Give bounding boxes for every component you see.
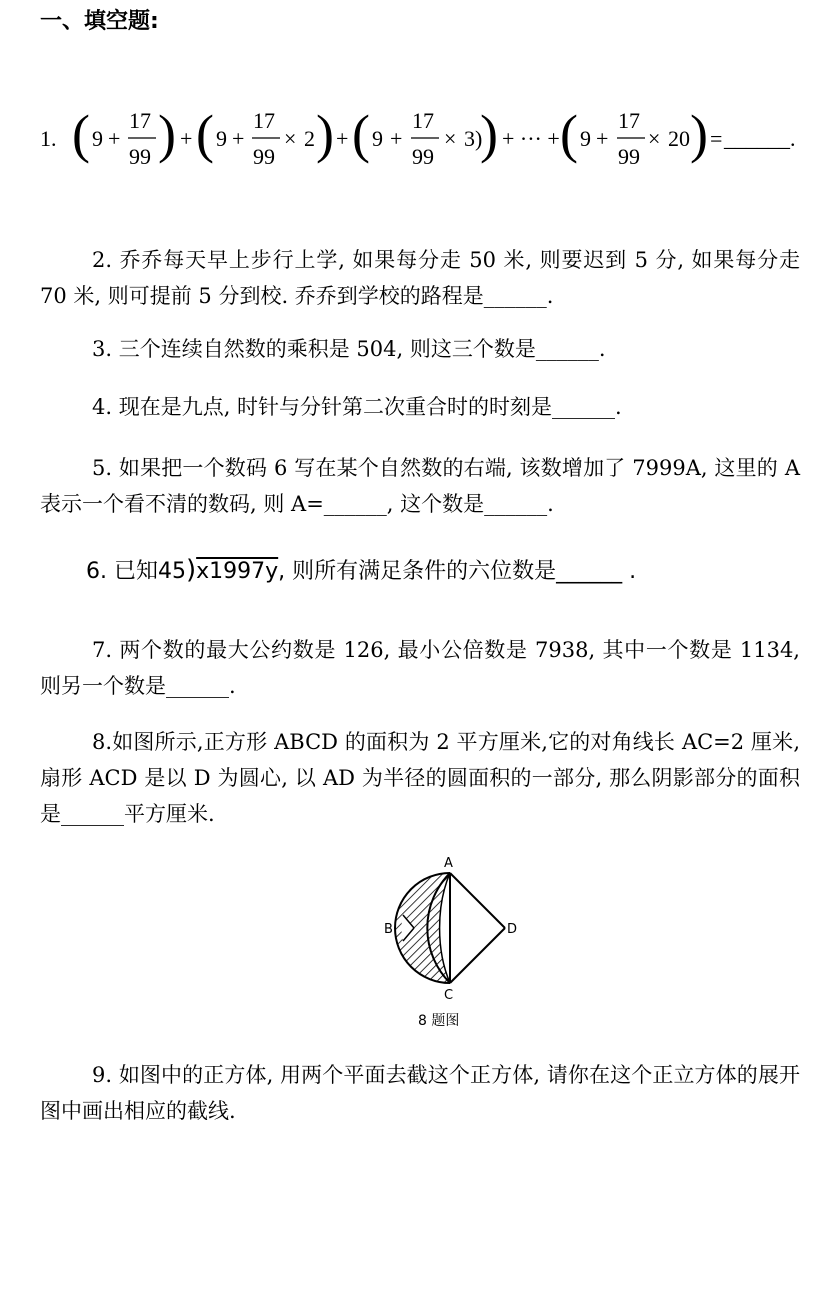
q1-mult-2: 2 xyxy=(304,126,315,151)
q1-mult-3: 3) xyxy=(464,126,483,151)
question-5-text: 5. 如果把一个数码 6 写在某个自然数的右端, 该数增加了 7999A, 这里的 A 表示一个看不清的数码, 则 A=______, 这个数是______. xyxy=(40,456,800,516)
question-2-text: 2. 乔乔每天早上步行上学, 如果每分走 50 米, 则要迟到 5 分, 如果每分走 70 米, 则可提前 5 分到校. 乔乔到学校的路程是______. xyxy=(40,248,800,308)
question-4-text: 4. 现在是九点, 时针与分针第二次重合时的时刻是______. xyxy=(92,395,622,419)
q1-plus-3: + xyxy=(390,126,403,151)
q1-rparen-3: ) xyxy=(480,104,498,164)
q1-lparen-4: ( xyxy=(560,104,578,164)
q1-plus-2: + xyxy=(232,126,245,151)
q1-den-3: 99 xyxy=(412,144,434,169)
q1-plus-4: + xyxy=(596,126,609,151)
q1-den-2: 99 xyxy=(253,144,275,169)
question-9-text: 9. 如图中的正方体, 用两个平面去截这个正方体, 请你在这个正立方体的展开图中画出相应的截线. xyxy=(40,1063,800,1123)
q1-num-1: 17 xyxy=(129,108,151,133)
question-6-dividend: x1997y xyxy=(196,559,279,584)
question-6-suffix: , 则所有满足条件的六位数是______ . xyxy=(278,559,637,584)
question-9 xyxy=(40,1057,800,1129)
q1-times-2: × xyxy=(284,126,297,151)
q1-den-1: 99 xyxy=(129,144,151,169)
question-1-formula xyxy=(40,96,826,180)
side-ad xyxy=(450,873,505,928)
q1-nine-3: 9 xyxy=(372,126,383,151)
question-7-text: 7. 两个数的最大公约数是 126, 最小公倍数是 7938, 其中一个数是 1134, 则另一个数是______. xyxy=(40,638,800,698)
q1-ellipsis: + ··· + xyxy=(502,126,560,151)
q1-equals: = xyxy=(710,126,723,151)
question-4 xyxy=(40,389,800,425)
q1-num-2: 17 xyxy=(253,108,275,133)
q1-times-4: × xyxy=(648,126,661,151)
question-7 xyxy=(40,632,800,704)
q1-lparen-2: ( xyxy=(196,104,214,164)
q1-rparen-2: ) xyxy=(316,104,334,164)
section-heading: 一、填空题: xyxy=(40,9,159,34)
question-8 xyxy=(40,724,800,832)
q1-mult-4: 20 xyxy=(668,126,690,151)
q1-nine-2: 9 xyxy=(216,126,227,151)
q1-plus-1: + xyxy=(108,126,121,151)
question-8-text: 8.如图所示,正方形 ABCD 的面积为 2 平方厘米,它的对角线长 AC=2 厘米, 扇形 ACD 是以 D 为圆心, 以 AD 为半径的圆面积的一部分, 那么阴影部分的面积是______平方厘米. xyxy=(40,730,800,826)
question-5 xyxy=(40,450,800,522)
label-a: A xyxy=(444,856,453,871)
question-6-prefix: 6. 已知45 xyxy=(86,559,186,584)
label-b: B xyxy=(384,922,393,937)
q1-plus-a: + xyxy=(180,126,193,151)
q1-num-3: 17 xyxy=(412,108,434,133)
q1-nine-1: 9 xyxy=(92,126,103,151)
q1-nine-4: 9 xyxy=(580,126,591,151)
q1-answer-blank: ______. xyxy=(724,126,796,151)
label-d: D xyxy=(507,922,518,937)
q1-number: 1. xyxy=(40,126,57,151)
q1-num-4: 17 xyxy=(618,108,640,133)
q1-lparen-3: ( xyxy=(352,104,370,164)
figure-8-diagram xyxy=(378,853,528,1033)
q1-lparen-1: ( xyxy=(72,104,90,164)
q1-rparen-1: ) xyxy=(158,104,176,164)
q1-plus-b: + xyxy=(336,126,349,151)
q1-times-3: × xyxy=(444,126,457,151)
question-2 xyxy=(40,242,800,314)
q1-rparen-4: ) xyxy=(690,104,708,164)
question-3 xyxy=(40,331,800,367)
label-c: C xyxy=(444,988,454,1003)
q1-den-4: 99 xyxy=(618,144,640,169)
figure-8-caption: 8 题图 xyxy=(418,1013,460,1029)
side-dc xyxy=(450,928,505,983)
question-6: 6. 已知45)x1997y, 则所有满足条件的六位数是______ . xyxy=(86,555,637,585)
question-3-text: 3. 三个连续自然数的乘积是 504, 则这三个数是______. xyxy=(92,337,606,361)
